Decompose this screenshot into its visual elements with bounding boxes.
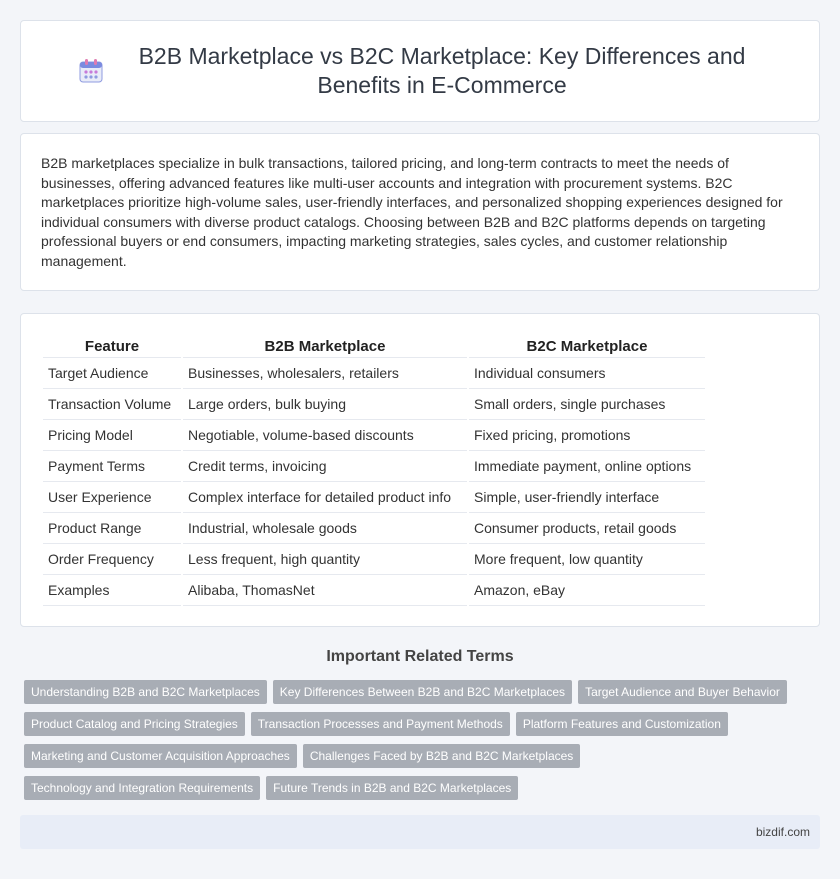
table-row: [43, 451, 705, 482]
related-term-tag[interactable]: Target Audience and Buyer Behavior: [578, 680, 787, 704]
comparison-table-card: [20, 313, 820, 627]
cell-b2b: Industrial, wholesale goods: [183, 513, 467, 544]
related-term-tag[interactable]: Future Trends in B2B and B2C Marketplaces: [266, 776, 518, 800]
related-term-tag[interactable]: Transaction Processes and Payment Methods: [251, 712, 510, 736]
related-term-tag[interactable]: Challenges Faced by B2B and B2C Marketplaces: [303, 744, 580, 768]
cell-b2b: Alibaba, ThomasNet: [183, 575, 467, 606]
footer-site-link[interactable]: bizdif.com: [755, 825, 810, 839]
cell-b2c: Small orders, single purchases: [469, 389, 705, 420]
table-row: [43, 575, 705, 606]
intro-paragraph: B2B marketplaces specialize in bulk transactions, tailored pricing, and long-term contracts to meet the needs of businesses, offering advanced features like multi-user accounts and integration with procurement systems. B2C marketplaces prioritize high-volume sales, user-friendly interfaces, and personalized shopping experiences designed for individual consumers with diverse product catalogs. Choosing between B2B and B2C platforms depends on targeting professional buyers or end consumers, impacting marketing strategies, sales cycles, and customer relationship management.: [41, 155, 783, 269]
intro-card: [20, 133, 820, 291]
table-row: [43, 482, 705, 513]
calendar-icon: [78, 58, 104, 84]
cell-feature: Transaction Volume: [43, 389, 181, 420]
page-title: B2B Marketplace vs B2C Marketplace: Key Differences and Benefits in E-Commerce: [138, 43, 746, 98]
table-row: [43, 358, 705, 389]
cell-feature: Pricing Model: [43, 420, 181, 451]
table-row: [43, 389, 705, 420]
cell-b2c: More frequent, low quantity: [469, 544, 705, 575]
cell-b2c: Consumer products, retail goods: [469, 513, 705, 544]
cell-b2c: Immediate payment, online options: [469, 451, 705, 482]
cell-feature: Examples: [43, 575, 181, 606]
related-term-tag[interactable]: Platform Features and Customization: [516, 712, 728, 736]
cell-b2c: Fixed pricing, promotions: [469, 420, 705, 451]
cell-feature: Payment Terms: [43, 451, 181, 482]
related-terms-list: [24, 680, 824, 808]
related-terms-heading: Important Related Terms: [326, 648, 514, 665]
cell-b2b: Businesses, wholesalers, retailers: [183, 358, 467, 389]
header-b2c: B2C Marketplace: [469, 334, 705, 358]
comparison-table: [41, 334, 707, 606]
cell-b2c: Amazon, eBay: [469, 575, 705, 606]
cell-feature: Target Audience: [43, 358, 181, 389]
header-b2b: B2B Marketplace: [183, 334, 467, 358]
cell-b2b: Credit terms, invoicing: [183, 451, 467, 482]
header-feature: Feature: [43, 334, 181, 358]
cell-b2c: Individual consumers: [469, 358, 705, 389]
cell-feature: User Experience: [43, 482, 181, 513]
related-term-tag[interactable]: Product Catalog and Pricing Strategies: [24, 712, 245, 736]
cell-b2b: Less frequent, high quantity: [183, 544, 467, 575]
related-term-tag[interactable]: Understanding B2B and B2C Marketplaces: [24, 680, 267, 704]
cell-feature: Order Frequency: [43, 544, 181, 575]
related-term-tag[interactable]: Marketing and Customer Acquisition Approaches: [24, 744, 297, 768]
cell-feature: Product Range: [43, 513, 181, 544]
footer: [20, 815, 820, 849]
cell-b2b: Complex interface for detailed product info: [183, 482, 467, 513]
title-row: [21, 21, 819, 121]
cell-b2c: Simple, user-friendly interface: [469, 482, 705, 513]
table-row: [43, 513, 705, 544]
table-row: [43, 544, 705, 575]
title-card: [20, 20, 820, 122]
cell-b2b: Large orders, bulk buying: [183, 389, 467, 420]
cell-b2b: Negotiable, volume-based discounts: [183, 420, 467, 451]
related-term-tag[interactable]: Key Differences Between B2B and B2C Marketplaces: [273, 680, 572, 704]
related-term-tag[interactable]: Technology and Integration Requirements: [24, 776, 260, 800]
table-header-row: [43, 334, 705, 358]
table-row: [43, 420, 705, 451]
